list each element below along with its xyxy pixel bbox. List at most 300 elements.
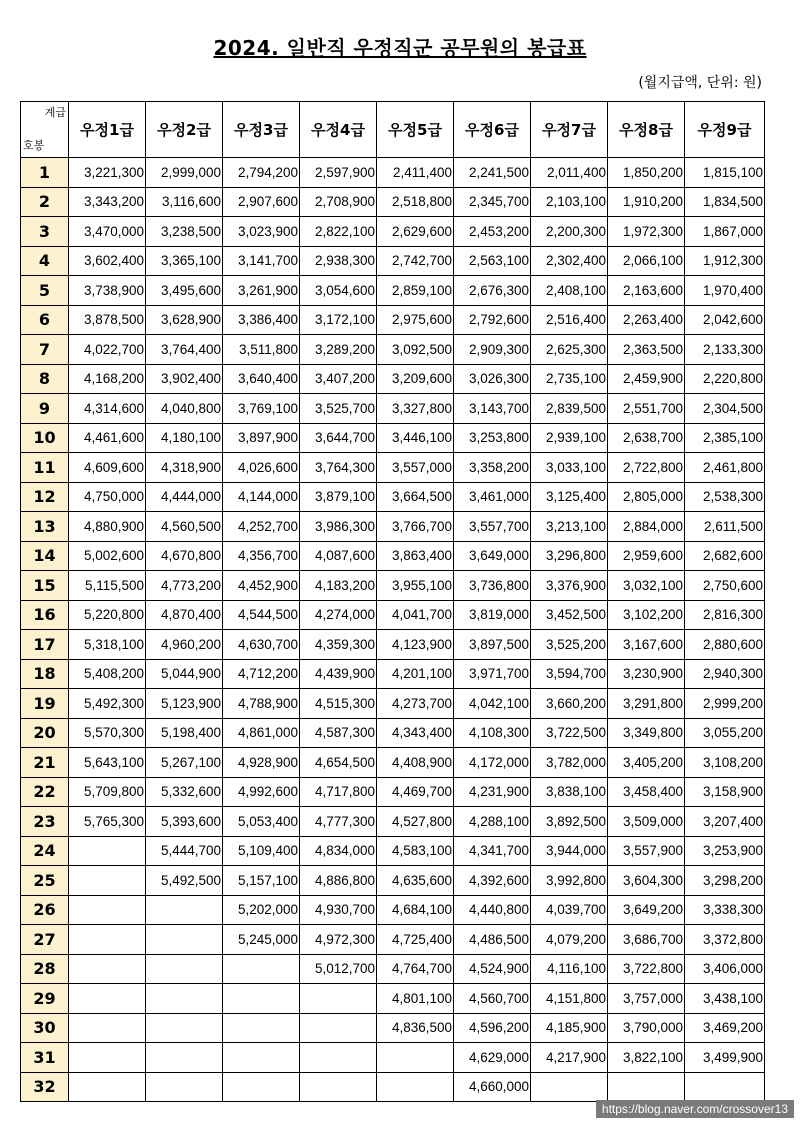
salary-cell: 2,538,300 bbox=[685, 482, 765, 512]
table-row bbox=[21, 394, 765, 424]
salary-cell: 3,213,100 bbox=[531, 512, 608, 542]
salary-cell: 2,880,600 bbox=[685, 630, 765, 660]
salary-cell: 1,910,200 bbox=[608, 187, 685, 217]
step-cell: 23 bbox=[21, 807, 69, 837]
salary-cell: 4,725,400 bbox=[377, 925, 454, 955]
salary-cell: 3,764,300 bbox=[300, 453, 377, 483]
salary-cell: 5,492,500 bbox=[146, 866, 223, 896]
salary-cell: 3,879,100 bbox=[300, 482, 377, 512]
salary-cell: 4,172,000 bbox=[454, 748, 531, 778]
salary-cell: 3,470,000 bbox=[69, 217, 146, 247]
step-cell: 1 bbox=[21, 158, 69, 188]
salary-cell: 1,912,300 bbox=[685, 246, 765, 276]
salary-cell: 5,198,400 bbox=[146, 718, 223, 748]
salary-cell: 4,773,200 bbox=[146, 571, 223, 601]
salary-cell: 4,788,900 bbox=[223, 689, 300, 719]
salary-cell: 3,495,600 bbox=[146, 276, 223, 306]
salary-cell bbox=[69, 1043, 146, 1073]
salary-cell: 3,032,100 bbox=[608, 571, 685, 601]
salary-cell: 4,026,600 bbox=[223, 453, 300, 483]
salary-cell: 4,861,000 bbox=[223, 718, 300, 748]
salary-cell: 3,897,900 bbox=[223, 423, 300, 453]
salary-cell: 4,886,800 bbox=[300, 866, 377, 896]
table-row bbox=[21, 925, 765, 955]
salary-cell: 5,318,100 bbox=[69, 630, 146, 660]
salary-cell: 3,863,400 bbox=[377, 541, 454, 571]
salary-cell: 2,563,100 bbox=[454, 246, 531, 276]
salary-cell bbox=[300, 1013, 377, 1043]
salary-cell: 2,708,900 bbox=[300, 187, 377, 217]
salary-cell: 4,960,200 bbox=[146, 630, 223, 660]
salary-cell: 4,635,600 bbox=[377, 866, 454, 896]
corner-grade-label: 계급 bbox=[44, 106, 66, 119]
salary-cell: 4,079,200 bbox=[531, 925, 608, 955]
salary-cell: 3,525,200 bbox=[531, 630, 608, 660]
salary-cell bbox=[377, 1072, 454, 1102]
salary-cell: 3,992,800 bbox=[531, 866, 608, 896]
pay-table-body bbox=[21, 158, 765, 1102]
grade-header: 우정3급 bbox=[223, 102, 300, 158]
salary-cell: 5,492,300 bbox=[69, 689, 146, 719]
salary-cell: 3,604,300 bbox=[608, 866, 685, 896]
salary-cell: 2,103,100 bbox=[531, 187, 608, 217]
salary-cell: 3,167,600 bbox=[608, 630, 685, 660]
salary-cell: 5,643,100 bbox=[69, 748, 146, 778]
salary-cell: 2,629,600 bbox=[377, 217, 454, 247]
salary-cell: 3,238,500 bbox=[146, 217, 223, 247]
salary-cell: 4,486,500 bbox=[454, 925, 531, 955]
salary-cell: 3,892,500 bbox=[531, 807, 608, 837]
table-row bbox=[21, 807, 765, 837]
salary-cell: 2,011,400 bbox=[531, 158, 608, 188]
step-cell: 14 bbox=[21, 541, 69, 571]
salary-cell: 3,764,400 bbox=[146, 335, 223, 365]
salary-cell: 2,816,300 bbox=[685, 600, 765, 630]
salary-cell bbox=[223, 1043, 300, 1073]
salary-cell: 5,444,700 bbox=[146, 836, 223, 866]
salary-cell: 3,446,100 bbox=[377, 423, 454, 453]
table-row bbox=[21, 158, 765, 188]
salary-cell: 3,469,200 bbox=[685, 1013, 765, 1043]
watermark-url: https://blog.naver.com/crossover13 bbox=[596, 1100, 794, 1118]
salary-cell: 3,557,900 bbox=[608, 836, 685, 866]
step-cell: 8 bbox=[21, 364, 69, 394]
salary-cell bbox=[69, 836, 146, 866]
salary-cell: 3,407,200 bbox=[300, 364, 377, 394]
salary-cell: 3,054,600 bbox=[300, 276, 377, 306]
salary-cell: 2,940,300 bbox=[685, 659, 765, 689]
step-cell: 16 bbox=[21, 600, 69, 630]
salary-cell bbox=[146, 895, 223, 925]
salary-cell: 4,180,100 bbox=[146, 423, 223, 453]
salary-cell: 2,133,300 bbox=[685, 335, 765, 365]
table-row bbox=[21, 512, 765, 542]
salary-cell: 4,318,900 bbox=[146, 453, 223, 483]
salary-cell: 4,972,300 bbox=[300, 925, 377, 955]
salary-cell bbox=[69, 1072, 146, 1102]
salary-cell: 3,338,300 bbox=[685, 895, 765, 925]
table-row bbox=[21, 482, 765, 512]
salary-cell: 2,999,000 bbox=[146, 158, 223, 188]
salary-cell: 4,461,600 bbox=[69, 423, 146, 453]
salary-cell: 4,836,500 bbox=[377, 1013, 454, 1043]
salary-cell: 2,638,700 bbox=[608, 423, 685, 453]
table-row bbox=[21, 689, 765, 719]
salary-cell bbox=[300, 1072, 377, 1102]
salary-cell: 3,092,500 bbox=[377, 335, 454, 365]
salary-cell: 3,406,000 bbox=[685, 954, 765, 984]
step-cell: 26 bbox=[21, 895, 69, 925]
table-row bbox=[21, 335, 765, 365]
step-cell: 2 bbox=[21, 187, 69, 217]
salary-cell: 3,557,000 bbox=[377, 453, 454, 483]
salary-cell: 3,372,800 bbox=[685, 925, 765, 955]
step-cell: 28 bbox=[21, 954, 69, 984]
salary-cell bbox=[146, 1072, 223, 1102]
step-cell: 24 bbox=[21, 836, 69, 866]
salary-cell: 4,252,700 bbox=[223, 512, 300, 542]
step-cell: 19 bbox=[21, 689, 69, 719]
salary-cell: 4,201,100 bbox=[377, 659, 454, 689]
salary-cell bbox=[223, 954, 300, 984]
salary-cell: 4,087,600 bbox=[300, 541, 377, 571]
salary-cell: 5,202,000 bbox=[223, 895, 300, 925]
salary-cell: 2,975,600 bbox=[377, 305, 454, 335]
salary-cell: 5,220,800 bbox=[69, 600, 146, 630]
salary-cell: 2,597,900 bbox=[300, 158, 377, 188]
salary-cell: 3,343,200 bbox=[69, 187, 146, 217]
salary-cell: 4,880,900 bbox=[69, 512, 146, 542]
salary-cell: 4,684,100 bbox=[377, 895, 454, 925]
salary-cell: 3,296,800 bbox=[531, 541, 608, 571]
step-cell: 29 bbox=[21, 984, 69, 1014]
salary-cell: 2,682,600 bbox=[685, 541, 765, 571]
salary-cell: 5,245,000 bbox=[223, 925, 300, 955]
salary-cell: 3,602,400 bbox=[69, 246, 146, 276]
salary-cell: 3,782,000 bbox=[531, 748, 608, 778]
salary-cell: 4,408,900 bbox=[377, 748, 454, 778]
salary-cell: 3,649,000 bbox=[454, 541, 531, 571]
salary-cell: 5,123,900 bbox=[146, 689, 223, 719]
salary-cell: 3,660,200 bbox=[531, 689, 608, 719]
step-cell: 9 bbox=[21, 394, 69, 424]
salary-cell bbox=[146, 984, 223, 1014]
salary-cell: 2,241,500 bbox=[454, 158, 531, 188]
salary-cell: 4,123,900 bbox=[377, 630, 454, 660]
salary-cell: 3,452,500 bbox=[531, 600, 608, 630]
salary-cell: 2,822,100 bbox=[300, 217, 377, 247]
table-row bbox=[21, 895, 765, 925]
salary-cell: 2,939,100 bbox=[531, 423, 608, 453]
salary-cell: 4,144,000 bbox=[223, 482, 300, 512]
salary-cell: 3,971,700 bbox=[454, 659, 531, 689]
salary-cell: 3,023,900 bbox=[223, 217, 300, 247]
salary-cell: 4,630,700 bbox=[223, 630, 300, 660]
salary-cell: 3,358,200 bbox=[454, 453, 531, 483]
corner-header bbox=[21, 102, 69, 158]
salary-cell: 3,438,100 bbox=[685, 984, 765, 1014]
salary-cell: 4,440,800 bbox=[454, 895, 531, 925]
salary-cell: 2,411,400 bbox=[377, 158, 454, 188]
table-row bbox=[21, 836, 765, 866]
salary-cell: 1,867,000 bbox=[685, 217, 765, 247]
salary-cell: 4,359,300 bbox=[300, 630, 377, 660]
salary-cell: 4,469,700 bbox=[377, 777, 454, 807]
salary-cell: 5,408,200 bbox=[69, 659, 146, 689]
salary-cell: 5,709,800 bbox=[69, 777, 146, 807]
salary-cell: 3,499,900 bbox=[685, 1043, 765, 1073]
salary-cell bbox=[300, 984, 377, 1014]
salary-cell: 4,183,200 bbox=[300, 571, 377, 601]
table-row bbox=[21, 954, 765, 984]
salary-cell: 3,738,900 bbox=[69, 276, 146, 306]
salary-cell: 3,878,500 bbox=[69, 305, 146, 335]
salary-cell: 1,850,200 bbox=[608, 158, 685, 188]
grade-header: 우정9급 bbox=[685, 102, 765, 158]
salary-cell: 3,769,100 bbox=[223, 394, 300, 424]
salary-cell: 4,341,700 bbox=[454, 836, 531, 866]
salary-cell: 2,042,600 bbox=[685, 305, 765, 335]
salary-cell: 2,611,500 bbox=[685, 512, 765, 542]
salary-cell: 3,172,100 bbox=[300, 305, 377, 335]
salary-cell: 3,902,400 bbox=[146, 364, 223, 394]
salary-cell: 4,040,800 bbox=[146, 394, 223, 424]
pay-table bbox=[20, 101, 765, 1102]
grade-header: 우정7급 bbox=[531, 102, 608, 158]
grade-header: 우정8급 bbox=[608, 102, 685, 158]
salary-cell: 4,583,100 bbox=[377, 836, 454, 866]
salary-cell: 2,839,500 bbox=[531, 394, 608, 424]
salary-cell: 4,670,800 bbox=[146, 541, 223, 571]
step-cell: 25 bbox=[21, 866, 69, 896]
salary-cell bbox=[146, 1043, 223, 1073]
salary-cell: 2,909,300 bbox=[454, 335, 531, 365]
salary-cell: 4,314,600 bbox=[69, 394, 146, 424]
salary-cell: 3,221,300 bbox=[69, 158, 146, 188]
salary-cell: 3,405,200 bbox=[608, 748, 685, 778]
table-row bbox=[21, 1043, 765, 1073]
salary-cell: 4,609,600 bbox=[69, 453, 146, 483]
step-cell: 11 bbox=[21, 453, 69, 483]
salary-cell bbox=[608, 1072, 685, 1102]
step-cell: 5 bbox=[21, 276, 69, 306]
salary-cell: 1,834,500 bbox=[685, 187, 765, 217]
salary-cell: 3,686,700 bbox=[608, 925, 685, 955]
salary-cell: 3,386,400 bbox=[223, 305, 300, 335]
grade-header: 우정1급 bbox=[69, 102, 146, 158]
salary-cell bbox=[531, 1072, 608, 1102]
salary-cell: 3,640,400 bbox=[223, 364, 300, 394]
salary-cell: 2,884,000 bbox=[608, 512, 685, 542]
salary-cell: 3,628,900 bbox=[146, 305, 223, 335]
salary-cell bbox=[69, 1013, 146, 1043]
table-row bbox=[21, 984, 765, 1014]
salary-cell: 2,794,200 bbox=[223, 158, 300, 188]
step-cell: 7 bbox=[21, 335, 69, 365]
salary-cell: 3,327,800 bbox=[377, 394, 454, 424]
salary-cell: 4,217,900 bbox=[531, 1043, 608, 1073]
salary-cell: 2,163,600 bbox=[608, 276, 685, 306]
salary-cell: 3,230,900 bbox=[608, 659, 685, 689]
salary-cell: 2,859,100 bbox=[377, 276, 454, 306]
step-cell: 32 bbox=[21, 1072, 69, 1102]
salary-cell: 4,629,000 bbox=[454, 1043, 531, 1073]
salary-cell: 5,115,500 bbox=[69, 571, 146, 601]
salary-cell: 2,516,400 bbox=[531, 305, 608, 335]
salary-cell: 3,986,300 bbox=[300, 512, 377, 542]
salary-cell: 3,125,400 bbox=[531, 482, 608, 512]
table-row bbox=[21, 187, 765, 217]
salary-cell bbox=[69, 925, 146, 955]
salary-cell: 4,587,300 bbox=[300, 718, 377, 748]
salary-cell: 3,511,800 bbox=[223, 335, 300, 365]
salary-cell: 2,453,200 bbox=[454, 217, 531, 247]
salary-cell: 2,363,500 bbox=[608, 335, 685, 365]
salary-cell: 4,560,700 bbox=[454, 984, 531, 1014]
table-row bbox=[21, 246, 765, 276]
salary-cell: 4,527,800 bbox=[377, 807, 454, 837]
salary-cell: 4,596,200 bbox=[454, 1013, 531, 1043]
grade-header: 우정2급 bbox=[146, 102, 223, 158]
salary-cell: 3,944,000 bbox=[531, 836, 608, 866]
step-cell: 21 bbox=[21, 748, 69, 778]
salary-cell: 3,766,700 bbox=[377, 512, 454, 542]
salary-cell: 4,452,900 bbox=[223, 571, 300, 601]
salary-cell: 1,815,100 bbox=[685, 158, 765, 188]
salary-cell: 3,143,700 bbox=[454, 394, 531, 424]
salary-cell: 3,055,200 bbox=[685, 718, 765, 748]
salary-cell: 5,267,100 bbox=[146, 748, 223, 778]
salary-cell bbox=[69, 984, 146, 1014]
salary-cell: 3,289,200 bbox=[300, 335, 377, 365]
salary-cell: 2,907,600 bbox=[223, 187, 300, 217]
step-cell: 3 bbox=[21, 217, 69, 247]
salary-cell: 3,757,000 bbox=[608, 984, 685, 1014]
salary-cell: 4,560,500 bbox=[146, 512, 223, 542]
table-row bbox=[21, 630, 765, 660]
salary-cell: 3,158,900 bbox=[685, 777, 765, 807]
salary-cell: 4,041,700 bbox=[377, 600, 454, 630]
salary-cell: 3,261,900 bbox=[223, 276, 300, 306]
salary-cell: 3,253,800 bbox=[454, 423, 531, 453]
salary-cell: 3,722,500 bbox=[531, 718, 608, 748]
table-row bbox=[21, 571, 765, 601]
salary-cell bbox=[223, 984, 300, 1014]
table-row bbox=[21, 777, 765, 807]
salary-cell: 2,408,100 bbox=[531, 276, 608, 306]
salary-cell: 5,765,300 bbox=[69, 807, 146, 837]
step-cell: 27 bbox=[21, 925, 69, 955]
salary-cell: 4,168,200 bbox=[69, 364, 146, 394]
table-row bbox=[21, 1013, 765, 1043]
salary-cell: 4,515,300 bbox=[300, 689, 377, 719]
salary-cell: 3,822,100 bbox=[608, 1043, 685, 1073]
salary-cell bbox=[377, 1043, 454, 1073]
salary-cell bbox=[146, 1013, 223, 1043]
table-row bbox=[21, 217, 765, 247]
salary-cell: 5,332,600 bbox=[146, 777, 223, 807]
salary-cell bbox=[69, 954, 146, 984]
salary-cell: 4,750,000 bbox=[69, 482, 146, 512]
salary-cell: 2,722,800 bbox=[608, 453, 685, 483]
table-row bbox=[21, 748, 765, 778]
salary-cell: 4,992,600 bbox=[223, 777, 300, 807]
salary-cell: 5,393,600 bbox=[146, 807, 223, 837]
salary-cell: 4,524,900 bbox=[454, 954, 531, 984]
step-cell: 10 bbox=[21, 423, 69, 453]
salary-cell: 3,955,100 bbox=[377, 571, 454, 601]
salary-cell: 4,392,600 bbox=[454, 866, 531, 896]
salary-cell: 3,209,600 bbox=[377, 364, 454, 394]
salary-cell bbox=[223, 1013, 300, 1043]
salary-cell: 3,819,000 bbox=[454, 600, 531, 630]
salary-cell: 5,109,400 bbox=[223, 836, 300, 866]
step-cell: 6 bbox=[21, 305, 69, 335]
salary-cell: 4,185,900 bbox=[531, 1013, 608, 1043]
salary-cell: 4,801,100 bbox=[377, 984, 454, 1014]
table-row bbox=[21, 718, 765, 748]
salary-cell: 2,625,300 bbox=[531, 335, 608, 365]
salary-cell: 4,930,700 bbox=[300, 895, 377, 925]
salary-cell: 3,594,700 bbox=[531, 659, 608, 689]
salary-cell: 3,458,400 bbox=[608, 777, 685, 807]
salary-cell: 2,302,400 bbox=[531, 246, 608, 276]
table-row bbox=[21, 659, 765, 689]
salary-cell: 3,649,200 bbox=[608, 895, 685, 925]
salary-cell: 1,972,300 bbox=[608, 217, 685, 247]
table-row bbox=[21, 600, 765, 630]
grade-header: 우정6급 bbox=[454, 102, 531, 158]
salary-cell: 4,288,100 bbox=[454, 807, 531, 837]
salary-cell: 4,231,900 bbox=[454, 777, 531, 807]
grade-header: 우정5급 bbox=[377, 102, 454, 158]
table-row bbox=[21, 866, 765, 896]
salary-cell: 2,750,600 bbox=[685, 571, 765, 601]
salary-cell: 4,870,400 bbox=[146, 600, 223, 630]
salary-cell: 3,207,400 bbox=[685, 807, 765, 837]
salary-cell: 4,777,300 bbox=[300, 807, 377, 837]
salary-cell bbox=[146, 925, 223, 955]
salary-cell bbox=[685, 1072, 765, 1102]
salary-cell: 3,116,600 bbox=[146, 187, 223, 217]
step-cell: 4 bbox=[21, 246, 69, 276]
salary-cell: 4,544,500 bbox=[223, 600, 300, 630]
salary-cell: 4,039,700 bbox=[531, 895, 608, 925]
step-cell: 13 bbox=[21, 512, 69, 542]
salary-cell: 4,343,400 bbox=[377, 718, 454, 748]
salary-cell: 2,066,100 bbox=[608, 246, 685, 276]
salary-cell: 3,509,000 bbox=[608, 807, 685, 837]
step-cell: 20 bbox=[21, 718, 69, 748]
salary-cell: 4,274,000 bbox=[300, 600, 377, 630]
salary-cell: 2,999,200 bbox=[685, 689, 765, 719]
header-row bbox=[21, 102, 765, 158]
salary-cell: 5,570,300 bbox=[69, 718, 146, 748]
salary-cell: 2,385,100 bbox=[685, 423, 765, 453]
salary-cell: 3,253,900 bbox=[685, 836, 765, 866]
salary-cell: 3,108,200 bbox=[685, 748, 765, 778]
step-cell: 30 bbox=[21, 1013, 69, 1043]
salary-cell: 4,042,100 bbox=[454, 689, 531, 719]
page-title: 2024. 일반직 우정직군 공무원의 봉급표 bbox=[213, 36, 587, 60]
salary-cell: 3,376,900 bbox=[531, 571, 608, 601]
salary-cell: 1,970,400 bbox=[685, 276, 765, 306]
salary-cell: 5,012,700 bbox=[300, 954, 377, 984]
salary-cell bbox=[223, 1072, 300, 1102]
table-row bbox=[21, 364, 765, 394]
salary-cell: 2,792,600 bbox=[454, 305, 531, 335]
salary-cell: 3,644,700 bbox=[300, 423, 377, 453]
